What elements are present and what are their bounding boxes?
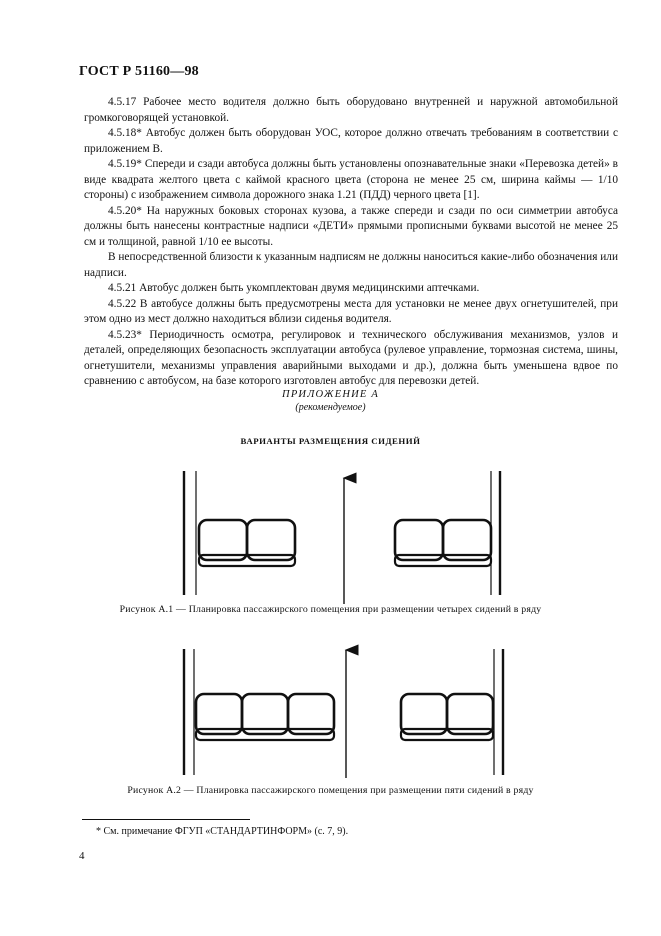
paragraph-4-5-22: 4.5.22 В автобусе должны быть предусмотрены места для установки не менее двух огнетушителей, при этом одно из мест должно находиться вблизи сиденья водителя. (84, 297, 618, 325)
footnote-divider (82, 819, 250, 820)
figure-a2-caption: Рисунок А.2 — Планировка пассажирского помещения при размещении пяти сидений в ряду (127, 785, 534, 796)
fig2-right-seat-pair (401, 694, 493, 740)
appendix-subtitle: (рекомендуемое) (295, 402, 366, 413)
paragraph-4-5-20-note: В непосредственной близости к указанным надписям не должны наноситься какие-либо обозначения или надписи. (84, 251, 618, 279)
paragraph-4-5-17: 4.5.17 Рабочее место водителя должно быть оборудовано внутренней и наружной автомобильной громкоговорящей установкой. (84, 96, 618, 124)
fig2-left-seat-triple (196, 694, 334, 740)
footnote: * См. примечание ФГУП «СТАНДАРТИНФОРМ» (с. 7, 9). (96, 826, 349, 837)
appendix-title: ПРИЛОЖЕНИЕ А (282, 389, 379, 400)
paragraph-4-5-20: 4.5.20* На наружных боковых сторонах кузова, а также спереди и сзади по оси симметрии автобуса должны быть нанесены контрастные надписи «ДЕТИ» прямыми прописными буквами высотой не менее 25 см и толщиной, равной 1/10 ее высоты. (84, 204, 618, 248)
document-header: ГОСТ Р 51160—98 (79, 64, 199, 79)
figure-a1-caption: Рисунок А.1 — Планировка пассажирского помещения при размещении четырех сидений в ряду (119, 604, 542, 615)
paragraph-4-5-23: 4.5.23* Периодичность осмотра, регулировок и технического обслуживания механизмов, узлов и деталей, определяющих безопасность эксплуатации автобуса (рулевое управление, тормозная система, шины, огнетушители, механизмы управления аварийными выходами и др.), должна быть уменьшена вдвое по сравнению с автобусом, на базе которого изготовлен автобус для перевозки детей. (84, 328, 618, 387)
section-title: ВАРИАНТЫ РАЗМЕЩЕНИЯ СИДЕНИЙ (240, 436, 421, 446)
paragraph-4-5-18: 4.5.18* Автобус должен быть оборудован УОС, которое должно отвечать требованиям в соответствии с приложением В. (84, 127, 618, 155)
paragraph-4-5-19: 4.5.19* Спереди и сзади автобуса должны быть установлены опознавательные знаки «Перевозка детей» в виде квадрата желтого цвета с каймой красного цвета (сторона не менее 25 см, ширина каймы — 1/10 стороны) с изображением символа дорожного знака 1.21 (ПДД) черного цвета [1]. (84, 158, 618, 201)
paragraph-4-5-21: 4.5.21 Автобус должен быть укомплектован двумя медицинскими аптечками. (108, 282, 480, 294)
page-number: 4 (79, 850, 85, 862)
